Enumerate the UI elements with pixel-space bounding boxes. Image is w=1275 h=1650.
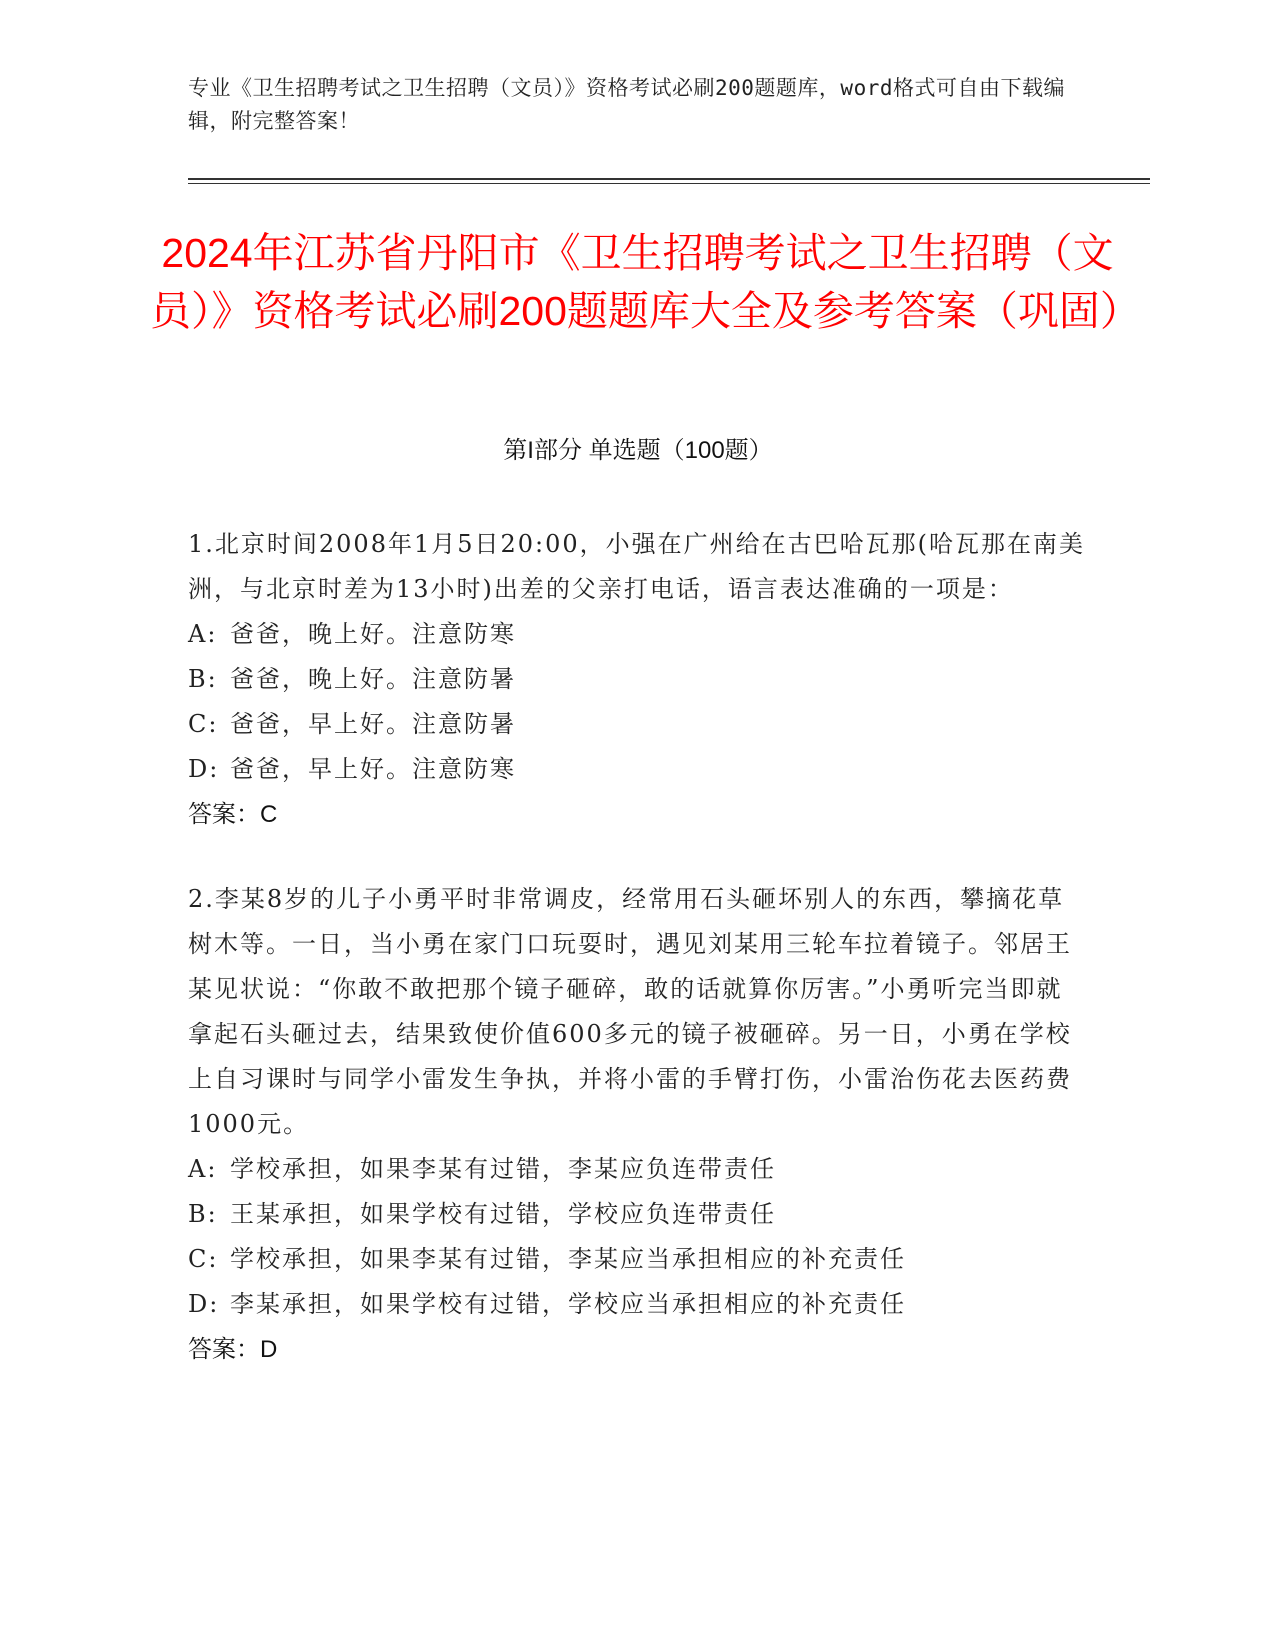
option-text: 爸爸，早上好。注意防寒 [230, 755, 516, 783]
question-2 [188, 877, 1088, 1372]
option-letter: B: [188, 1200, 218, 1228]
option-text: 王某承担，如果学校有过错，学校应负连带责任 [230, 1200, 776, 1228]
option-text: 李某承担，如果学校有过错，学校应当承担相应的补充责任 [230, 1290, 906, 1318]
option-letter: D: [188, 755, 220, 783]
answer: 答案：D [188, 1336, 278, 1363]
document-title: 2024年江苏省丹阳市《卫生招聘考试之卫生招聘（文员）》资格考试必刷200题题库大全及参考答案（巩固） [150, 230, 1141, 334]
option-a [188, 1147, 1088, 1192]
option-letter: A: [188, 1155, 218, 1183]
option-d [188, 747, 1088, 792]
option-text: 爸爸，晚上好。注意防暑 [230, 665, 516, 693]
option-text: 爸爸，早上好。注意防暑 [230, 710, 516, 738]
option-b [188, 657, 1088, 702]
option-letter: C: [188, 710, 219, 738]
option-text: 学校承担，如果李某有过错，李某应负连带责任 [230, 1155, 776, 1183]
option-letter: C: [188, 1245, 219, 1273]
option-letter: A: [188, 620, 218, 648]
option-c [188, 702, 1088, 747]
option-c [188, 1237, 1088, 1282]
header-divider-thin [188, 183, 1150, 184]
option-text: 爸爸，晚上好。注意防寒 [230, 620, 516, 648]
option-text: 学校承担，如果李某有过错，李某应当承担相应的补充责任 [230, 1245, 906, 1273]
option-letter: B: [188, 665, 218, 693]
question-text: 1.北京时间2008年1月5日20:00，小强在广州给在古巴哈瓦那(哈瓦那在南美洲，与北京时差为13小时)出差的父亲打电话，语言表达准确的一项是： [188, 530, 1086, 603]
section-title: 第I部分 单选题（100题） [503, 437, 773, 464]
question-list [188, 522, 1088, 1412]
option-b [188, 1192, 1088, 1237]
option-a [188, 612, 1088, 657]
question-1 [188, 522, 1088, 837]
header-note: 专业《卫生招聘考试之卫生招聘（文员）》资格考试必刷200题题库，word格式可自由下载编辑，附完整答案！ [188, 76, 1065, 133]
option-letter: D: [188, 1290, 220, 1318]
question-text: 2.李某8岁的儿子小勇平时非常调皮，经常用石头砸坏别人的东西，攀摘花草树木等。一日，当小勇在家门口玩耍时，遇见刘某用三轮车拉着镜子。邻居王某见状说：“你敢不敢把那个镜子砸碎，敢的话就算你厉害。”小勇听完当即就拿起石头砸过去，结果致使价值600多元的镜子被砸碎。另一日，小勇在学校上自习课时与同学小雷发生争执，并将小雷的手臂打伤，小雷治伤花去医药费1000元。 [188, 885, 1072, 1138]
header-divider-thick [188, 178, 1150, 180]
option-d [188, 1282, 1088, 1327]
answer: 答案：C [188, 801, 278, 828]
